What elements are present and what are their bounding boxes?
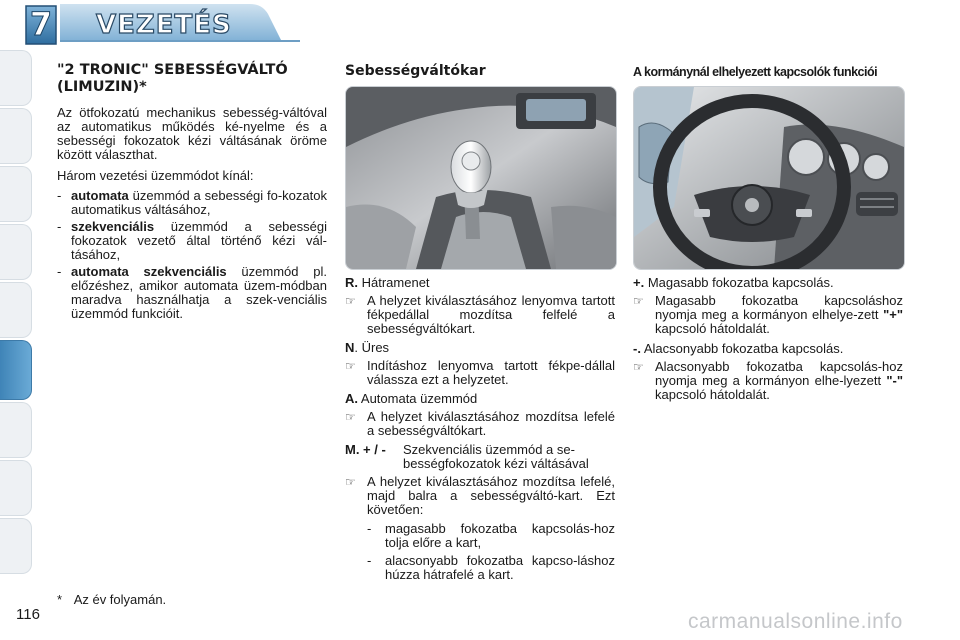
mode-name: automata szekvenciális [71, 264, 227, 279]
instruction-step [633, 294, 903, 336]
list-dash: - [57, 188, 62, 203]
position-desc: Automata üzemmód [358, 391, 478, 406]
switch-label [633, 276, 903, 290]
steering-wheel-image [633, 86, 905, 270]
chapter-tab[interactable] [0, 282, 32, 338]
gear-lever-title: Sebességváltókar [345, 63, 486, 79]
hand-pointer-icon: ☞ [633, 294, 644, 308]
sub-step [367, 554, 615, 582]
watermark: carmanualsonline.info [688, 610, 903, 633]
hand-pointer-icon: ☞ [345, 294, 356, 308]
chapter-tab[interactable] [0, 108, 32, 164]
position-label [345, 392, 615, 406]
position-label [345, 341, 615, 355]
middle-column [345, 276, 615, 582]
chapter-tabs [0, 50, 40, 580]
instruction-step [345, 410, 615, 438]
position-desc: . Üres [354, 340, 390, 355]
footnote-text: Az év folyamán. [73, 592, 167, 607]
mode-desc: üzemmód a sebességi fokozatok vezető által történő kézi vál-tásához, [71, 219, 327, 262]
instruction-text: Indításhoz lenyomva tartott fékpe-dállal válassza ezt a helyzetet. [367, 358, 615, 387]
instruction-text: A helyzet kiválasztásához mozdítsa lefelé a sebességváltókart. [367, 409, 615, 438]
mode-item [57, 220, 327, 262]
instruction-text: kapcsoló hátoldalát. [655, 387, 770, 402]
gear-lever-illustration [346, 87, 616, 269]
footnote [57, 592, 166, 607]
instruction-text: Alacsonyabb fokozatba kapcsolás-hoz nyomja meg a kormányon elhe-lyezett [655, 359, 903, 388]
page-number: 116 [16, 606, 40, 623]
hand-pointer-icon: ☞ [633, 360, 644, 374]
position-desc: Szekvenciális üzemmód a se-bességfokozatok kézi váltásával [403, 442, 589, 471]
chapter-number: 7 [29, 5, 53, 43]
mode-desc: üzemmód pl. előzéshez, amikor automata üzem-módban maradva használhatja a szek-venciális üzemmód funkcióit. [71, 264, 327, 321]
mode-item [57, 189, 327, 217]
position-key: R. [345, 275, 358, 290]
switch-label [633, 342, 903, 356]
chapter-tab[interactable] [0, 402, 32, 458]
hand-pointer-icon: ☞ [345, 410, 356, 424]
modes-intro: Három vezetési üzemmódot kínál: [57, 168, 254, 183]
list-dash: - [57, 219, 62, 234]
instruction-text: kapcsoló hátoldalát. [655, 321, 770, 336]
instruction-step [345, 359, 615, 387]
sub-step-text: magasabb fokozatba kapcsolás-hoz tolja előre a kart, [385, 521, 615, 550]
position-desc: Hátramenet [358, 275, 430, 290]
instruction-text: A helyzet kiválasztásához lenyomva tartott fékpedállal mozdítsa felfelé a sebességváltókart. [367, 293, 615, 336]
list-dash: - [367, 521, 372, 536]
chapter-tab[interactable] [0, 50, 32, 106]
hand-pointer-icon: ☞ [345, 475, 356, 489]
switch-symbol: "+" [883, 307, 903, 322]
switch-desc: Alacsonyabb fokozatba kapcsolás. [640, 341, 844, 356]
position-key: N [345, 340, 355, 355]
instruction-text: A helyzet kiválasztásához mozdítsa lefelé, majd balra a sebességváltó-kart. Ezt követően: [367, 474, 615, 517]
instruction-step [345, 475, 615, 517]
position-label [345, 443, 615, 471]
sub-step [367, 522, 615, 550]
chapter-tab-active[interactable] [0, 340, 32, 400]
chapter-tab[interactable] [0, 518, 32, 574]
instruction-step [633, 360, 903, 402]
right-column [633, 276, 903, 402]
chapter-tab[interactable] [0, 460, 32, 516]
position-label [345, 276, 615, 290]
switch-key: +. [633, 275, 645, 290]
mode-item [57, 265, 327, 321]
instruction-step [345, 294, 615, 336]
left-column [57, 62, 327, 321]
switch-key: -. [633, 341, 641, 356]
list-dash: - [57, 264, 62, 279]
mode-name: automata [71, 188, 129, 203]
steering-switches-title: A kormánynál elhelyezett kapcsolók funkciói [633, 65, 878, 79]
sub-step-text: alacsonyabb fokozatba kapcso-láshoz húzza hátrafelé a kart. [385, 553, 615, 582]
chapter-title: VEZETÉS [96, 10, 232, 40]
chapter-tab[interactable] [0, 224, 32, 280]
switch-symbol: "-" [886, 373, 903, 388]
instruction-text: Magasabb fokozatba kapcsoláshoz nyomja meg a kormányon elhelye-zett [655, 293, 903, 322]
gear-lever-image [345, 86, 617, 270]
position-key: M. + / - [345, 442, 386, 457]
steering-wheel-illustration [634, 87, 904, 269]
mode-name: szekvenciális [71, 219, 155, 234]
section-title: "2 TRONIC" SEBESSÉGVÁLTÓ (LIMUZIN)* [57, 62, 288, 95]
chapter-tab[interactable] [0, 166, 32, 222]
mode-desc: üzemmód a sebességi fo-kozatok automatikus váltásához, [71, 188, 327, 217]
footnote-star: * [57, 592, 63, 607]
list-dash: - [367, 553, 372, 568]
position-key: A. [345, 391, 358, 406]
hand-pointer-icon: ☞ [345, 359, 356, 373]
switch-desc: Magasabb fokozatba kapcsolás. [644, 275, 834, 290]
intro-paragraph: Az ötfokozatú mechanikus sebesség-váltóval az automatikus működés ké-nyelme és a sebességi fokozatok kézi váltásának öröme között választhat. [57, 105, 327, 162]
